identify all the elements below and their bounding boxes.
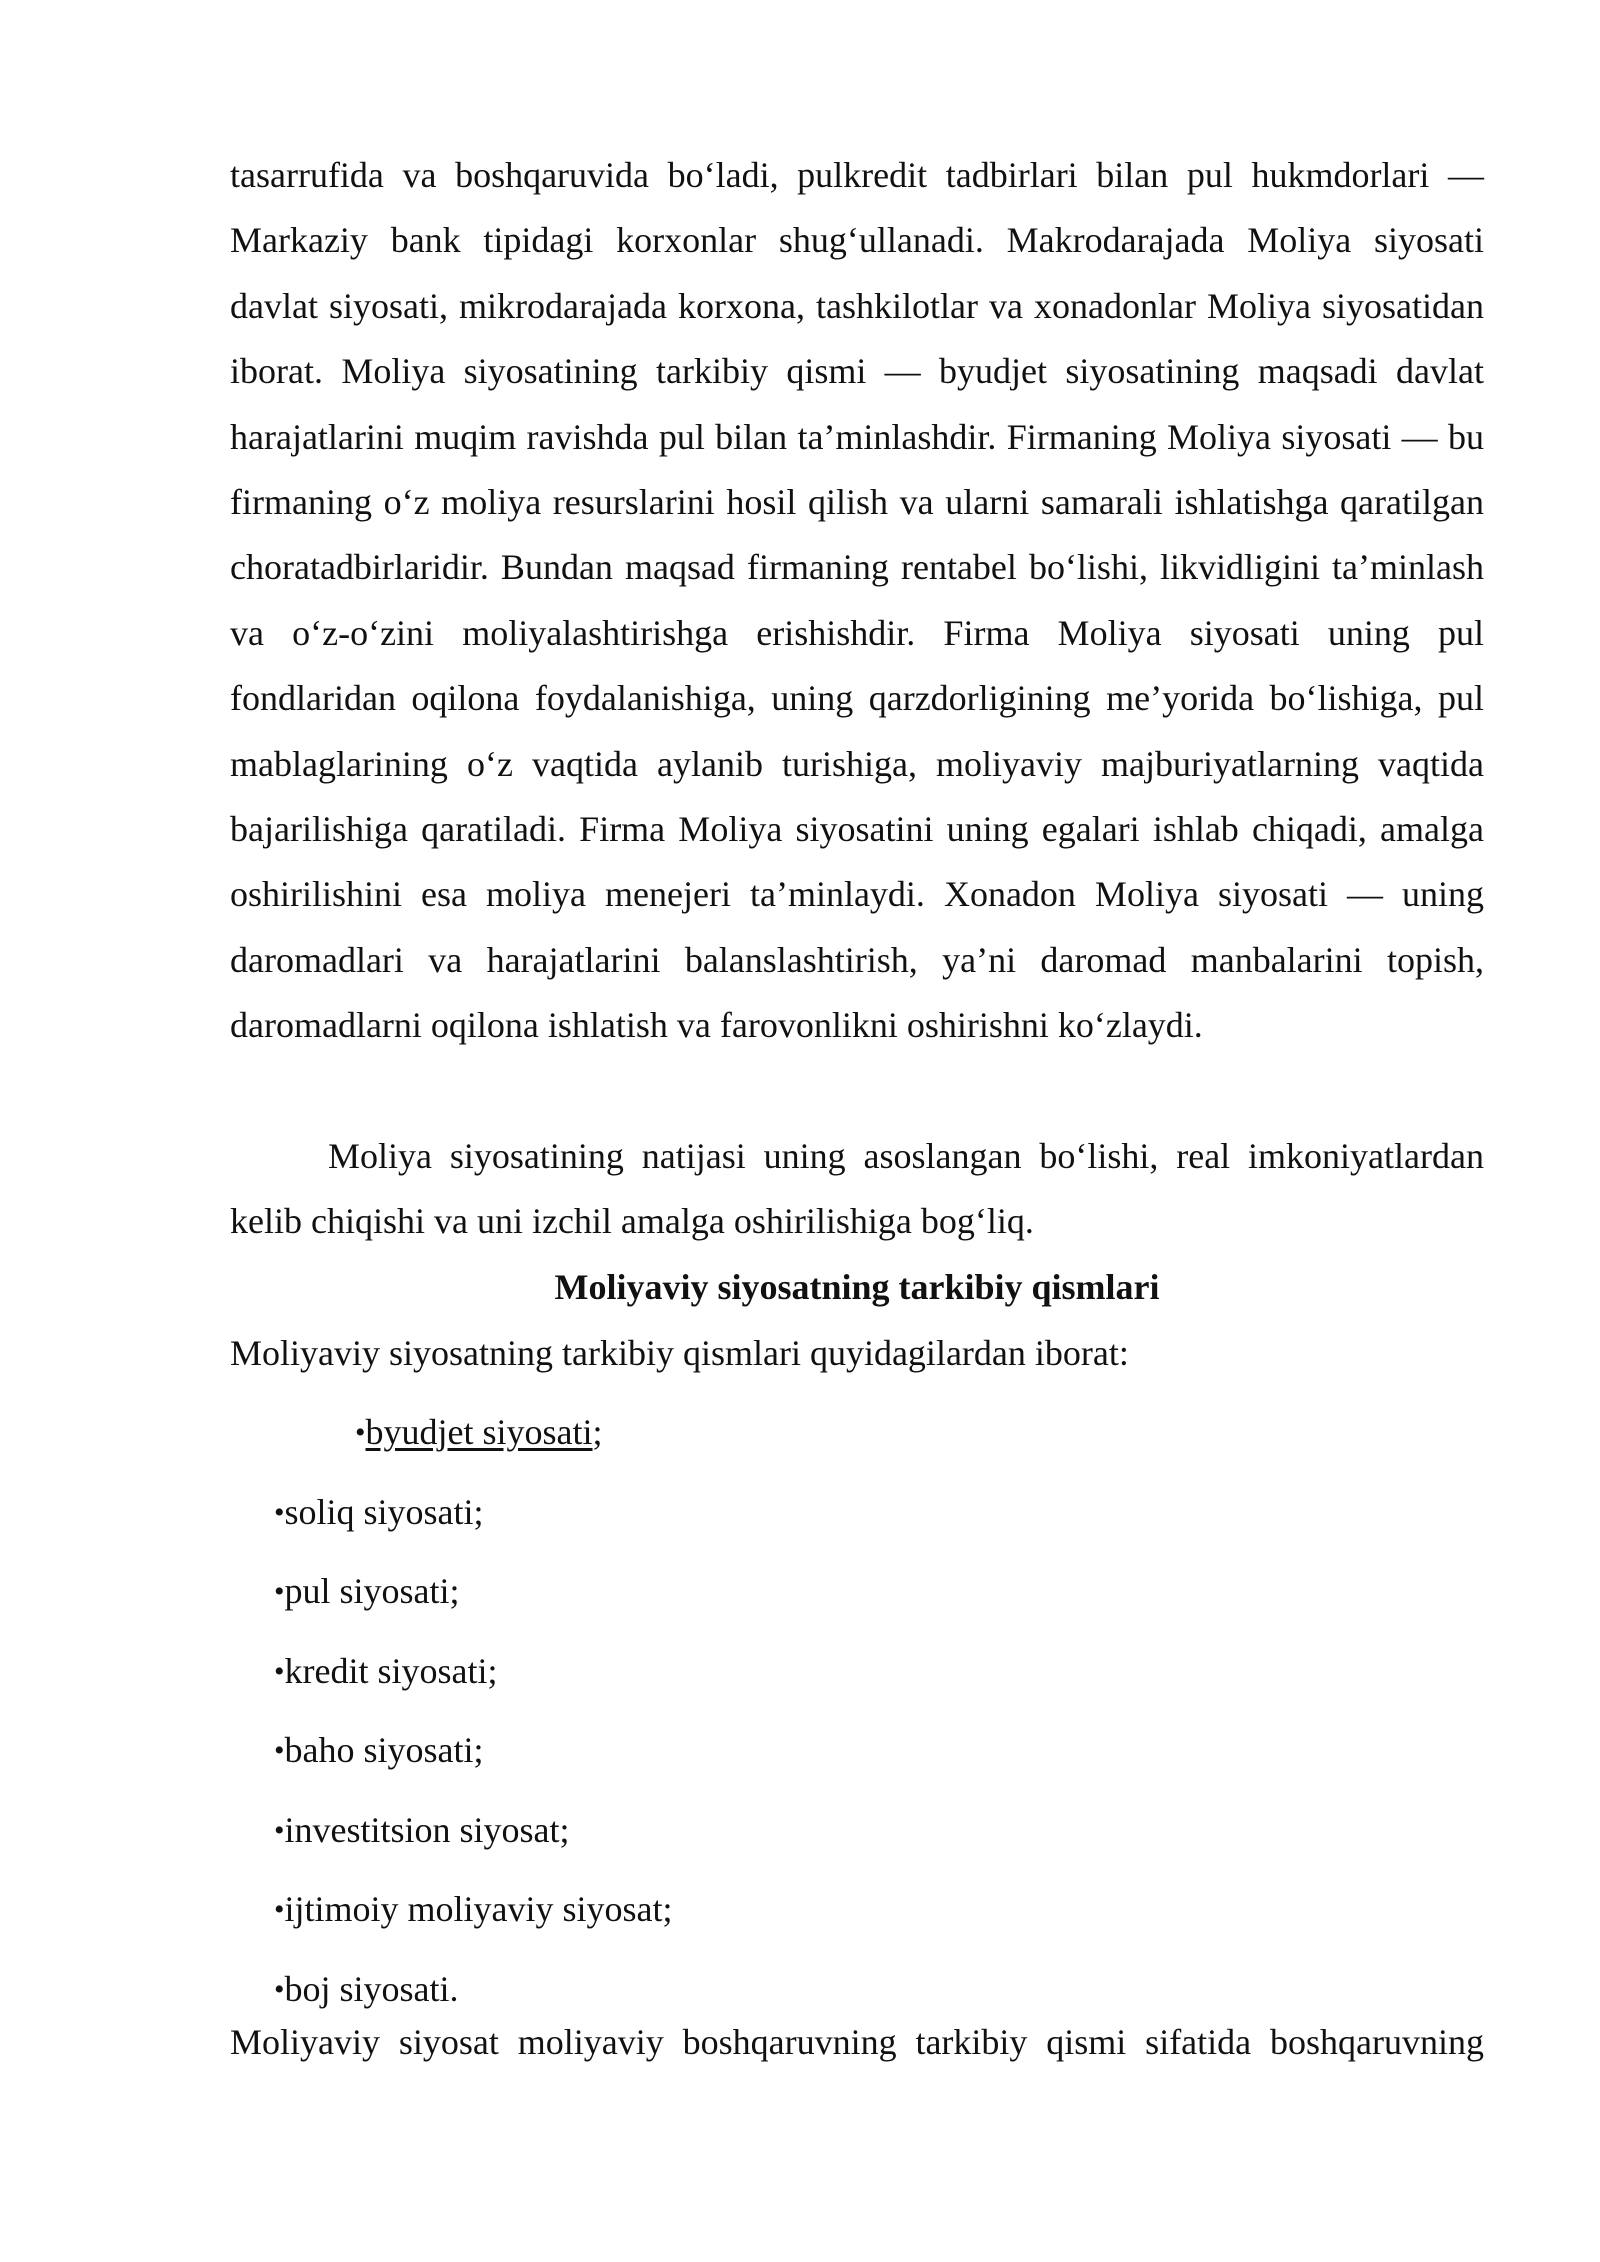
list-item-text: baho siyosati; — [284, 1730, 484, 1770]
bullet-icon: • — [274, 1496, 285, 1529]
bullet-icon: • — [355, 1416, 366, 1449]
list-item-text: boj siyosati. — [284, 1969, 459, 2009]
list-item-text: kredit siyosati; — [284, 1651, 498, 1691]
bullet-icon: • — [274, 1973, 285, 2006]
list-item — [274, 1877, 673, 1942]
body-paragraph: tasarrufida va boshqaruvida bo‘ladi, pulkredit tadbirlari bilan pul hukmdorlari — Markaziy bank tipidagi korxonlar shug‘ullanadi. Makrodarajada Moliya siyosati davlat siyosati, mikrodarajada korxona, tashkilotlar va xonadonlar Moliya siyosatidan iborat. Moliya siyosatining tarkibiy qismi — byudjet siyosatining maqsadi davlat harajatlarini muqim ravishda pul bilan ta’minlashdir. Firmaning Moliya siyosati — bu firmaning o‘z moliya resurslarini hosil qilish va ularni samarali ishlatishga qaratilgan choratadbirlaridir. Bundan maqsad firmaning rentabel bo‘lishi, likvidligini ta’minlash va o‘z-o‘zini moliyalashtirishga erishishdir. Firma Moliya siyosati uning pul fondlaridan oqilona foydalanishiga, uning qarzdorligining me’yorida bo‘lishiga, pul mablaglarining o‘z vaqtida aylanib turishiga, moliyaviy majburiyatlarning vaqtida bajarilishiga qaratiladi. Firma Moliya siyosatini uning egalari ishlab chiqadi, amalga oshirilishini esa moliya menejeri ta’minlaydi. Xonadon Moliya siyosati — uning daromadlari va harajatlarini balanslashtirish, ya’ni daromad manbalarini topish, daromadlarni oqilona ishlatish va farovonlikni oshirishni ko‘zlaydi. — [230, 155, 1484, 1046]
bullet-icon: • — [274, 1734, 285, 1767]
list-item — [274, 1798, 570, 1863]
list-item — [274, 1480, 484, 1545]
list-item-text: soliq siyosati; — [284, 1492, 484, 1532]
list-item — [355, 1400, 603, 1465]
list-item — [274, 1718, 484, 1783]
list-item — [274, 1639, 498, 1704]
list-item — [274, 1559, 460, 1624]
list-item-link[interactable]: byudjet siyosati — [365, 1412, 593, 1452]
list-item-text: investitsion siyosat; — [284, 1810, 570, 1850]
section-heading: Moliyaviy siyosatning tarkibiy qismlari — [554, 1267, 1160, 1307]
bullet-icon: • — [274, 1655, 285, 1688]
list-item-text: ijtimoiy moliyaviy siyosat; — [284, 1889, 673, 1929]
bullet-icon: • — [274, 1575, 285, 1608]
list-item-suffix: ; — [592, 1412, 603, 1452]
body-paragraph: Moliya siyosatining natijasi uning asoslangan bo‘lishi, real imkoniyatlardan kelib chiqishi va uni izchil amalga oshirilishiga bog‘liq. — [230, 1136, 1484, 1242]
bullet-icon: • — [274, 1814, 285, 1847]
list-item-text: pul siyosati; — [284, 1571, 460, 1611]
list-intro: Moliyaviy siyosatning tarkibiy qismlari quyidagilardan iborat: — [230, 1333, 1129, 1373]
bullet-icon: • — [274, 1893, 285, 1926]
body-paragraph-continued: Moliyaviy siyosat moliyaviy boshqaruvning tarkibiy qismi sifatida boshqaruvning — [230, 2022, 1484, 2062]
